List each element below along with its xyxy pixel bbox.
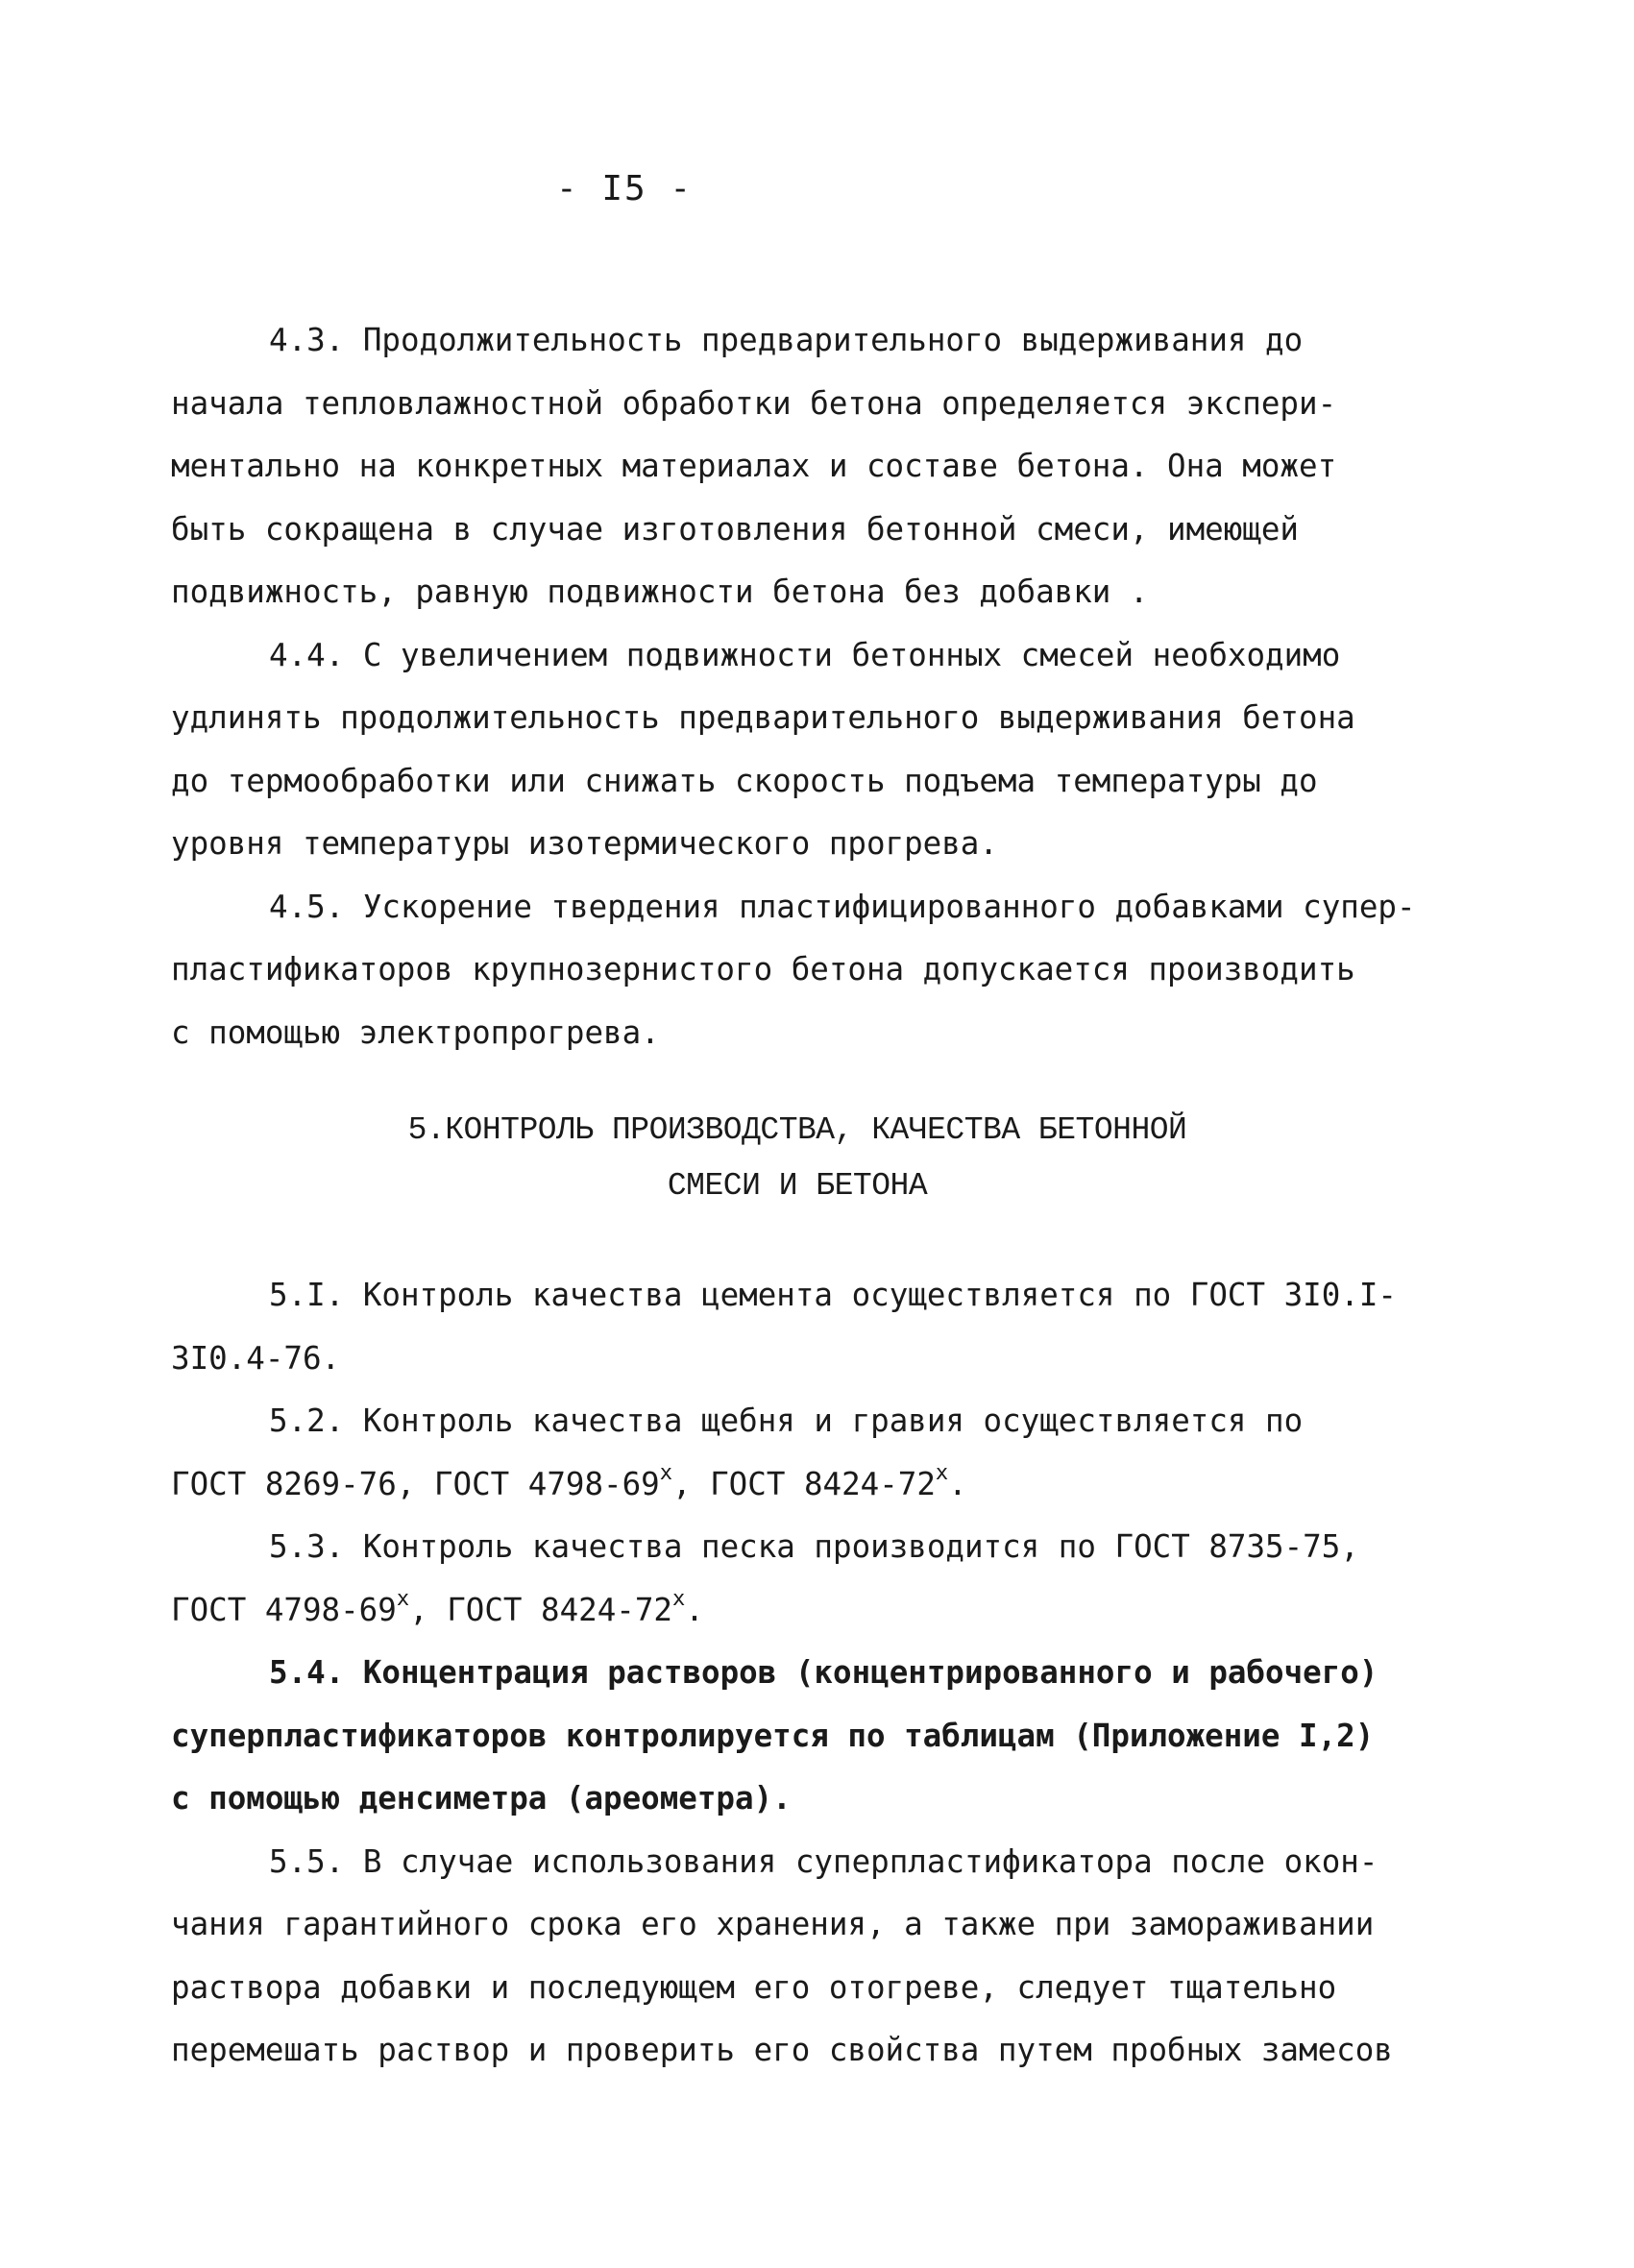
paragraph-line: начала тепловлажностной обработки бетона определяется экспери- <box>171 384 1337 422</box>
paragraph-line: удлинять продолжительность предварительного выдерживания бетона <box>171 699 1355 736</box>
paragraph-line: перемешать раствор и проверить его свойства путем пробных замесов <box>171 2032 1393 2068</box>
paragraph-4-5 <box>171 876 1463 1065</box>
paragraph-line <box>171 1579 1463 1643</box>
section-heading <box>317 1103 1278 1214</box>
paragraph-line: пластификаторов крупнозернистого бетона допускается производить <box>171 951 1355 988</box>
paragraph-line: с помощью электропрогрева. <box>171 1013 660 1051</box>
paragraph-line: уровня температуры изотермического прогрева. <box>171 825 998 862</box>
section-5-text <box>171 1264 1463 2083</box>
paragraph-5-3 <box>171 1516 1463 1642</box>
paragraph-line: 3I0.4-76. <box>171 1339 341 1377</box>
sentence-end: . <box>948 1465 967 1502</box>
paragraph-line: ментально на конкретных материалах и составе бетона. Она может <box>171 448 1337 484</box>
gost-reference: , ГОСТ 8424-72 <box>671 1465 936 1502</box>
section-4-text <box>171 309 1463 1064</box>
paragraph-line: 5.5. В случае использования суперпластификатора после окон- <box>269 1842 1378 1880</box>
paragraph-5-5 <box>171 1831 1463 2083</box>
paragraph-line: 5.I. Контроль качества цемента осуществляется по ГОСТ 3I0.I- <box>269 1277 1397 1313</box>
paragraph-4-4 <box>171 624 1463 876</box>
superscript-mark: x <box>659 1460 672 1485</box>
paragraph-line <box>171 1453 1463 1517</box>
paragraph-line: быть сокращена в случае изготовления бетонной смеси, имеющей <box>171 510 1299 548</box>
heading-line-1: 5.КОНТРОЛЬ ПРОИЗВОДСТВА, КАЧЕСТВА БЕТОННОЙ <box>407 1112 1187 1148</box>
gost-reference: ГОСТ 4798-69 <box>171 1591 397 1628</box>
paragraph-line: 5.3. Контроль качества песка производится по ГОСТ 8735-75, <box>269 1528 1359 1565</box>
paragraph-line: до термообработки или снижать скорость подъема температуры до <box>171 762 1318 799</box>
paragraph-5-1 <box>171 1264 1463 1390</box>
superscript-mark: x <box>672 1586 686 1611</box>
superscript-mark: x <box>935 1460 949 1485</box>
paragraph-line: 4.5. Ускорение твердения пластифицированного добавками супер- <box>269 888 1416 925</box>
heading-line-2: СМЕСИ И БЕТОНА <box>667 1168 928 1204</box>
paragraph-4-3 <box>171 309 1463 624</box>
paragraph-line: 5.2. Контроль качества щебня и гравия осуществляется по <box>269 1402 1304 1439</box>
gost-reference: , ГОСТ 8424-72 <box>409 1591 672 1628</box>
paragraph-line: чания гарантийного срока его хранения, а также при замораживании <box>171 1906 1375 1942</box>
paragraph-line: суперпластификаторов контролируется по таблицам (Приложение I,2) <box>171 1717 1375 1754</box>
superscript-mark: x <box>396 1586 410 1611</box>
page-number: - I5 - <box>555 169 694 208</box>
paragraph-5-2 <box>171 1390 1463 1516</box>
paragraph-line: 5.4. Концентрация растворов (концентрированного и рабочего) <box>269 1654 1378 1691</box>
paragraph-line: раствора добавки и последующем его отогреве, следует тщательно <box>171 1968 1337 2006</box>
paragraph-line: подвижность, равную подвижности бетона без добавки . <box>171 573 1149 610</box>
sentence-end: . <box>685 1591 704 1628</box>
gost-reference: ГОСТ 8269-76, ГОСТ 4798-69 <box>171 1465 660 1502</box>
paragraph-line: 4.4. С увеличением подвижности бетонных смесей необходимо <box>269 636 1341 673</box>
paragraph-5-4 <box>171 1642 1463 1831</box>
paragraph-line: 4.3. Продолжительность предварительного выдерживания до <box>269 322 1304 358</box>
paragraph-line: с помощью денсиметра (ареометра). <box>171 1780 792 1817</box>
